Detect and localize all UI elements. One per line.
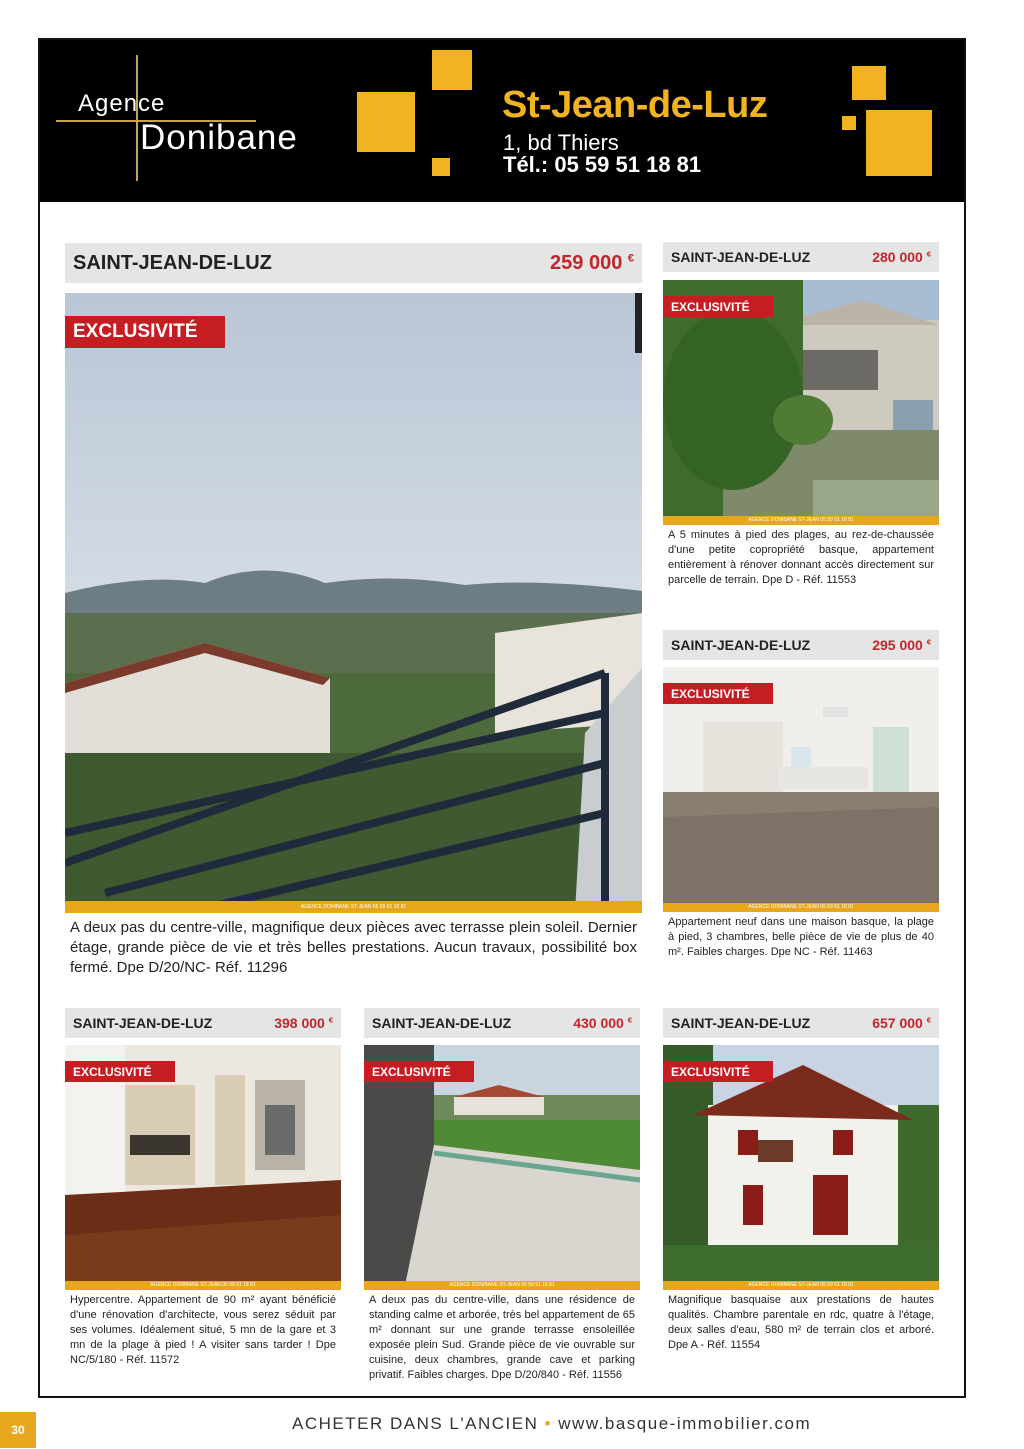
- listing-title-bar: [663, 242, 939, 272]
- listing-photo: [65, 293, 642, 913]
- exclusivity-badge: EXCLUSIVITÉ: [663, 683, 773, 704]
- listing-description: Magnifique basquaise aux prestations de hautes qualités. Chambre parentale en rdc, quatre à l'étage, deux salles d'eau, 580 m² de terrain clos et arboré. Dpe A - Réf. 11554: [668, 1294, 934, 1351]
- listing-price: 430 000 €: [573, 1015, 632, 1031]
- listing-price: 398 000 €: [274, 1015, 333, 1031]
- listing-title-bar: [364, 1008, 640, 1038]
- listing-town: SAINT-JEAN-DE-LUZ: [671, 249, 811, 265]
- listing-photo: [663, 280, 939, 525]
- decor-square: [866, 110, 932, 176]
- listing-photo: [663, 667, 939, 912]
- listing-price: 295 000 €: [872, 637, 931, 653]
- listing-price: 657 000 €: [872, 1015, 931, 1031]
- footer-website[interactable]: www.basque-immobilier.com: [558, 1414, 812, 1433]
- listing-photo: [65, 1045, 341, 1290]
- listing-town: SAINT-JEAN-DE-LUZ: [372, 1015, 512, 1031]
- listing-photo: [663, 1045, 939, 1290]
- exclusivity-badge: EXCLUSIVITÉ: [65, 316, 225, 348]
- listing-description: A 5 minutes à pied des plages, au rez-de-chaussée d'une petite copropriété basque, appartement entièrement à rénover donnant accès directement sur parcelle de terrain. Dpe D - Réf. 11553: [668, 529, 934, 586]
- agency-phone: Tél.: 05 59 51 18 81: [503, 152, 702, 177]
- agency-city: St-Jean-de-Luz: [502, 84, 768, 126]
- agency-stripe: AGENCE DONIBANE ST-JEAN 05 59 51 18 81: [65, 1281, 341, 1290]
- listing-price: 280 000 €: [872, 249, 931, 265]
- listing-title-bar: [65, 1008, 341, 1038]
- exclusivity-badge: EXCLUSIVITÉ: [364, 1061, 474, 1082]
- exclusivity-badge: EXCLUSIVITÉ: [65, 1061, 175, 1082]
- exclusivity-badge: EXCLUSIVITÉ: [663, 1061, 773, 1082]
- agency-name-top: Agence: [78, 90, 166, 117]
- decor-square: [852, 66, 886, 100]
- balcony-view-image: [65, 293, 642, 913]
- logo-vertical-line: [136, 55, 138, 181]
- agency-stripe: AGENCE DONIBANE ST-JEAN 05 59 51 18 81: [364, 1281, 640, 1290]
- listing-title-bar: [663, 630, 939, 660]
- listing-town: SAINT-JEAN-DE-LUZ: [671, 637, 811, 653]
- decor-square: [357, 92, 415, 152]
- footer-slogan: ACHETER DANS L'ANCIEN: [292, 1414, 539, 1433]
- page-number: 30: [0, 1412, 36, 1448]
- listing-title-bar: [663, 1008, 939, 1038]
- listing-photo: [364, 1045, 640, 1290]
- agency-stripe: AGENCE DONIBANE ST-JEAN 05 59 51 18 81: [663, 903, 939, 912]
- footer-separator: •: [544, 1414, 553, 1433]
- agency-stripe: AGENCE DONIBANE ST-JEAN 05 59 51 18 81: [65, 901, 642, 913]
- listing-description: A deux pas du centre-ville, magnifique deux pièces avec terrasse plein soleil. Dernier étage, grande pièce de vie et très belles prestations. Aucun travaux, possibilité box fermé. Dpe D/20/NC- Réf. 11296: [70, 919, 637, 976]
- listing-title-bar: [65, 243, 642, 283]
- exclusivity-badge: EXCLUSIVITÉ: [663, 296, 773, 317]
- agency-stripe: AGENCE DONIBANE ST-JEAN 05 59 51 18 81: [663, 1281, 939, 1290]
- decor-square: [842, 116, 856, 130]
- listing-town: SAINT-JEAN-DE-LUZ: [671, 1015, 811, 1031]
- agency-stripe: AGENCE DONIBANE ST-JEAN 05 59 51 18 81: [663, 516, 939, 525]
- decor-square: [432, 158, 450, 176]
- agency-name-main: Donibane: [140, 118, 298, 157]
- listing-description: Appartement neuf dans une maison basque, la plage à pied, 3 chambres, belle pièce de vie de plus de 40 m². Faibles charges. Dpe NC - Réf. 11463: [668, 916, 934, 958]
- listing-town: SAINT-JEAN-DE-LUZ: [73, 251, 272, 274]
- listing-town: SAINT-JEAN-DE-LUZ: [73, 1015, 213, 1031]
- footer-tagline: [292, 1414, 811, 1434]
- listing-price: 259 000 €: [550, 251, 634, 274]
- listing-description: Hypercentre. Appartement de 90 m² ayant bénéficié d'une rénovation d'architecte, vous serez séduit par ses volumes. Idéalement situé, 5 mn de la gare et 3 mn de la plage à pied ! A visiter sans tarder ! Dpe NC/5/180 - Réf. 11572: [70, 1294, 336, 1366]
- decor-square: [432, 50, 472, 90]
- listing-description: A deux pas du centre-ville, dans une résidence de standing calme et arborée, très bel appartement de 65 m² donnant sur une grande terrasse ensoleillée exposée plein Sud. Grande pièce de vie ouvrable sur cuisine, deux chambres, grande cave et parking privatif. Faibles charges. Dpe D/20/840 - Réf. 11556: [369, 1294, 635, 1381]
- agency-address: 1, bd Thiers: [503, 130, 619, 155]
